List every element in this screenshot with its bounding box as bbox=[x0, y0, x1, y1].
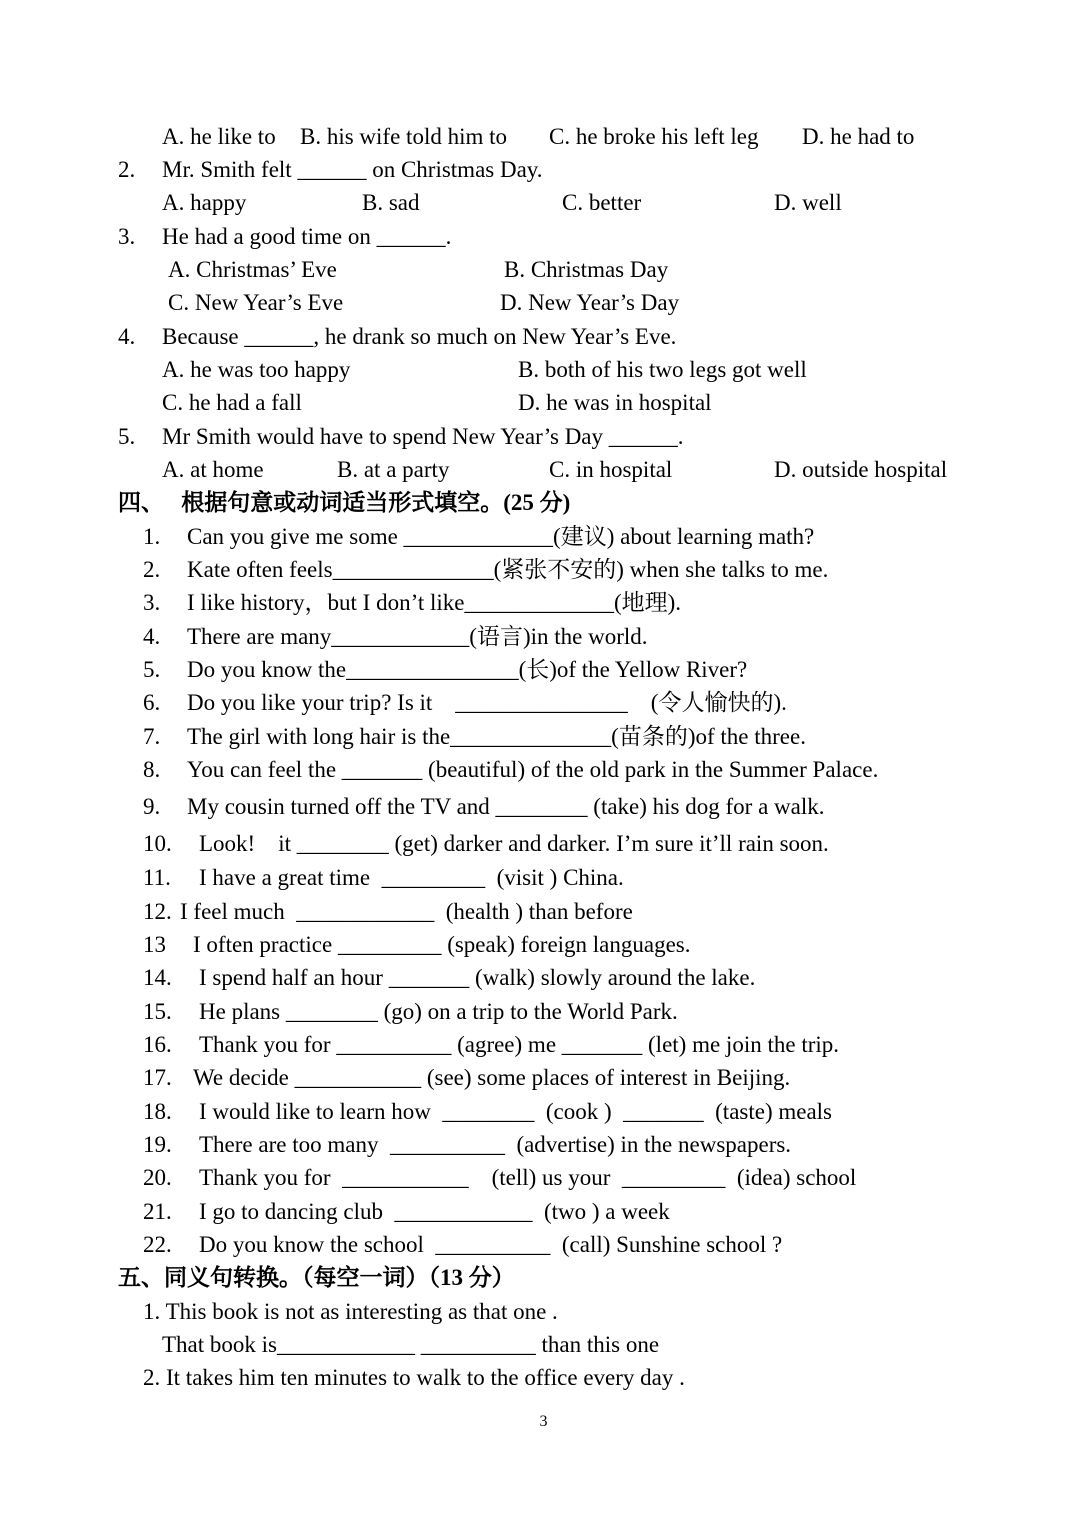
item-number: 20. bbox=[143, 1165, 172, 1190]
option-d: D. well bbox=[774, 190, 842, 215]
page-number: 3 bbox=[539, 1413, 548, 1430]
fill-blank-item: You can feel the _______ (beautiful) of the old park in the Summer Palace. bbox=[187, 757, 879, 782]
option-a: A. he was too happy bbox=[162, 357, 351, 382]
option-a: A. happy bbox=[162, 190, 247, 215]
fill-blank-item: He plans ________ (go) on a trip to the World Park. bbox=[199, 999, 678, 1024]
item-number: 21. bbox=[143, 1199, 172, 1224]
question-stem: Mr Smith would have to spend New Year’s Day ______. bbox=[162, 424, 684, 449]
item-number: 5. bbox=[143, 657, 161, 682]
option-b: B. sad bbox=[362, 190, 420, 215]
q1-option-a: A. he like to bbox=[162, 124, 276, 149]
fill-blank-item: There are too many __________ (advertise) in the newspapers. bbox=[199, 1132, 792, 1157]
fill-blank-item: I have a great time _________ (visit ) China. bbox=[199, 865, 624, 890]
fill-blank-item: I go to dancing club ____________ (two ) a week bbox=[199, 1199, 670, 1224]
fill-blank-item: Kate often feels______________(紧张不安的) when she talks to me. bbox=[187, 557, 829, 582]
fill-blank-item: Do you know the_______________(长)of the Yellow River? bbox=[187, 657, 748, 682]
item-number: 11. bbox=[143, 865, 171, 890]
option-a: A. Christmas’ Eve bbox=[168, 257, 337, 282]
item-number: 7. bbox=[143, 724, 161, 749]
option-d: D. outside hospital bbox=[774, 457, 948, 482]
item-number: 13 bbox=[143, 932, 166, 957]
option-c: C. New Year’s Eve bbox=[168, 290, 344, 315]
q1-option-d: D. he had to bbox=[802, 124, 915, 149]
fill-blank-item: Look! it ________ (get) darker and darker. I’m sure it’ll rain soon. bbox=[199, 831, 829, 856]
option-d: D. he was in hospital bbox=[518, 390, 712, 415]
fill-blank-item: There are many____________(语言)in the world. bbox=[187, 624, 648, 649]
item-number: 3. bbox=[143, 590, 161, 615]
item-number: 8. bbox=[143, 757, 161, 782]
item-number: 19. bbox=[143, 1132, 172, 1157]
question-number: 5. bbox=[118, 424, 136, 449]
rewrite-item: 1. This book is not as interesting as that one . bbox=[143, 1299, 558, 1324]
fill-blank-item: I often practice _________ (speak) foreign languages. bbox=[193, 932, 691, 957]
fill-blank-item: Thank you for __________ (agree) me _______ (let) me join the trip. bbox=[199, 1032, 840, 1057]
fill-blank-item: I feel much ____________ (health ) than before bbox=[180, 899, 633, 924]
option-a: A. at home bbox=[162, 457, 264, 482]
q1-option-c: C. he broke his left leg bbox=[549, 124, 759, 149]
question-stem: Mr. Smith felt ______ on Christmas Day. bbox=[162, 157, 543, 182]
fill-blank-item: Thank you for ___________ (tell) us your _________ (idea) school bbox=[199, 1165, 857, 1190]
section-5-title: 五、同义句转换。（每空一词）（13 分） bbox=[118, 1265, 515, 1290]
item-number: 6. bbox=[143, 690, 161, 715]
rewrite-item: 2. It takes him ten minutes to walk to the office every day . bbox=[143, 1365, 685, 1390]
option-b: B. Christmas Day bbox=[504, 257, 669, 282]
item-number: 12. bbox=[143, 899, 172, 924]
item-number: 1. bbox=[143, 524, 161, 549]
option-c: C. better bbox=[562, 190, 642, 215]
rewrite-answer-line: That book is____________ __________ than this one bbox=[162, 1332, 660, 1357]
item-number: 2. bbox=[143, 557, 161, 582]
item-number: 16. bbox=[143, 1032, 172, 1057]
fill-blank-item: My cousin turned off the TV and ________ (take) his dog for a walk. bbox=[187, 794, 825, 819]
section-4-title: 四、 根据句意或动词适当形式填空。(25 分) bbox=[118, 490, 571, 515]
item-number: 22. bbox=[143, 1232, 172, 1257]
fill-blank-item: I like history，but I don’t like_____________(地理). bbox=[187, 590, 682, 615]
item-number: 15. bbox=[143, 999, 172, 1024]
option-b: B. both of his two legs got well bbox=[518, 357, 807, 382]
fill-blank-item: I would like to learn how ________ (cook ) _______ (taste) meals bbox=[199, 1099, 833, 1124]
item-number: 17. bbox=[143, 1065, 172, 1090]
item-number: 14. bbox=[143, 965, 172, 990]
option-b: B. at a party bbox=[337, 457, 450, 482]
item-number: 4. bbox=[143, 624, 161, 649]
option-d: D. New Year’s Day bbox=[500, 290, 680, 315]
fill-blank-item: We decide ___________ (see) some places of interest in Beijing. bbox=[193, 1065, 791, 1090]
option-c: C. he had a fall bbox=[162, 390, 302, 415]
fill-blank-item: Can you give me some _____________(建议) about learning math? bbox=[187, 524, 815, 549]
item-number: 9. bbox=[143, 794, 161, 819]
item-number: 10. bbox=[143, 831, 172, 856]
fill-blank-item: Do you like your trip? Is it _______________ (令人愉快的). bbox=[187, 690, 787, 715]
question-stem: Because ______, he drank so much on New Year’s Eve. bbox=[162, 324, 677, 349]
fill-blank-item: Do you know the school __________ (call) Sunshine school ? bbox=[199, 1232, 783, 1257]
question-number: 3. bbox=[118, 224, 136, 249]
question-stem: He had a good time on ______. bbox=[162, 224, 452, 249]
question-number: 4. bbox=[118, 324, 136, 349]
option-c: C. in hospital bbox=[549, 457, 673, 482]
item-number: 18. bbox=[143, 1099, 172, 1124]
question-number: 2. bbox=[118, 157, 136, 182]
q1-option-b: B. his wife told him to bbox=[300, 124, 507, 149]
fill-blank-item: The girl with long hair is the______________(苗条的)of the three. bbox=[187, 724, 806, 749]
fill-blank-item: I spend half an hour _______ (walk) slowly around the lake. bbox=[199, 965, 756, 990]
